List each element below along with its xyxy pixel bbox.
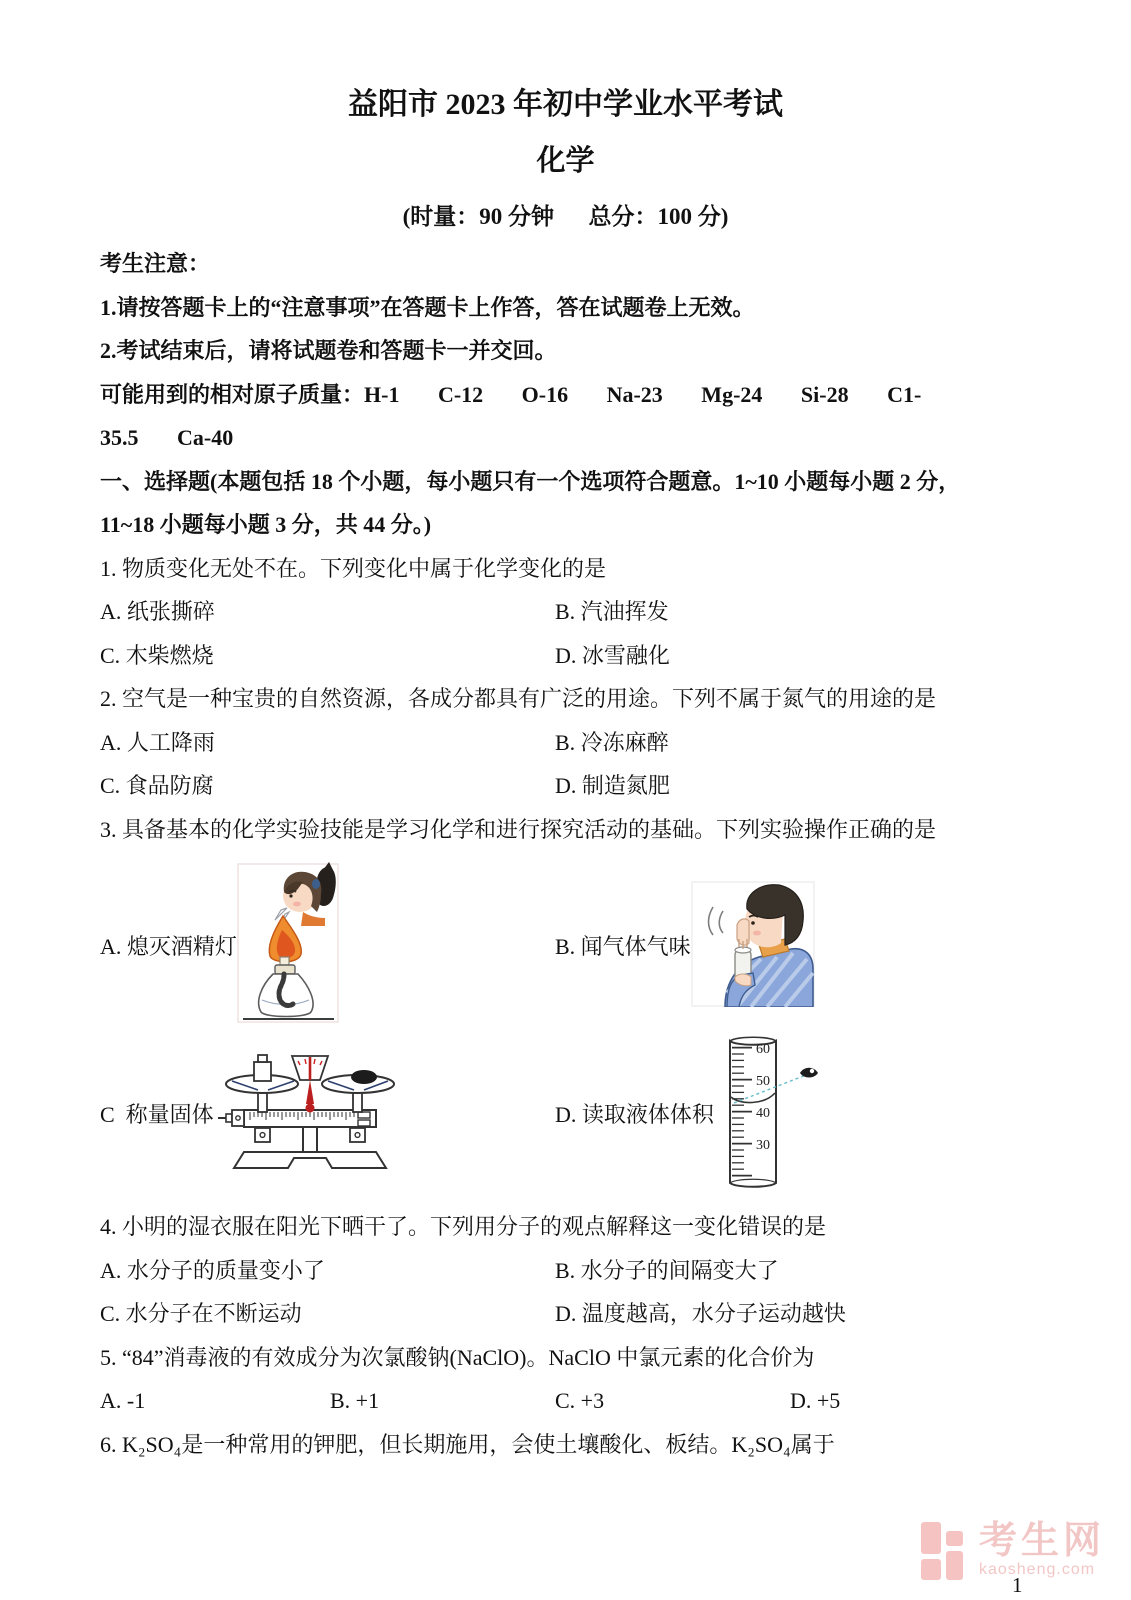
question-3-option-a-cell: [100, 860, 555, 1033]
question-1-option-a: A. 纸张撕碎: [100, 599, 215, 625]
question-3-option-d-cell: [555, 1033, 1031, 1196]
question-4-stem: 4. 小明的湿衣服在阳光下晒干了。下列用分子的观点解释这一变化错误的是: [100, 1214, 827, 1240]
graduated-cylinder-illustration: [714, 1033, 834, 1196]
atomic-mass-line-1: 可能用到的相对原子质量：H-1 C-12 O-16 Na-23 Mg-24 Si-28 C1-: [100, 381, 922, 407]
question-5-option-d: D. +5: [790, 1388, 841, 1414]
exam-meta: (时量：90 分钟 总分：100 分): [402, 203, 729, 229]
question-3-option-a-label: A. 熄灭酒精灯: [100, 933, 237, 959]
question-2-option-d: D. 制造氮肥: [555, 773, 670, 799]
question-2-option-c: C. 食品防腐: [100, 773, 214, 799]
question-4-option-d: D. 温度越高，水分子运动越快: [555, 1301, 846, 1327]
alcohol-lamp-extinguish-icon: [237, 860, 339, 1028]
question-4-option-a: A. 水分子的质量变小了: [100, 1257, 325, 1283]
kaosheng-logo-icon: [921, 1522, 969, 1580]
question-3-illustration-row-1: [100, 861, 1031, 1031]
smell-gas-illustration: [691, 881, 815, 1012]
graduated-cylinder-icon: [714, 1033, 834, 1191]
question-3-illustration-row-2: [100, 1035, 1031, 1193]
watermark-site-domain: kaosheng.com: [978, 1561, 1096, 1578]
question-5-option-b: B. +1: [330, 1388, 380, 1414]
question-4-option-c: C. 水分子在不断运动: [100, 1301, 302, 1327]
question-1-options-row-2: [100, 644, 1031, 688]
question-1-options-row-1: [100, 600, 1031, 644]
question-3-option-b-cell: [555, 881, 1031, 1012]
question-5-option-a: A. -1: [100, 1388, 146, 1414]
question-6: [100, 1433, 1031, 1456]
atomic-mass-line-2: 35.5 Ca-40: [100, 425, 234, 451]
question-4-option-b: B. 水分子的间隔变大了: [555, 1257, 779, 1283]
question-5-stem: 5. “84”消毒液的有效成分为次氯酸钠(NaClO)。NaClO 中氯元素的化合价为: [100, 1344, 815, 1370]
question-3: [100, 818, 1031, 1194]
balance-scale-illustration: [214, 1052, 406, 1177]
question-4: [100, 1215, 1031, 1346]
cylinder-label-60: 60: [755, 1041, 770, 1057]
site-watermark: [921, 1522, 1105, 1580]
question-2-options-row-1: [100, 731, 1031, 775]
question-3-option-b-label: B. 闻气体气味: [555, 933, 691, 959]
question-2-option-b: B. 冷冻麻醉: [555, 729, 669, 755]
question-2-options-row-2: [100, 774, 1031, 818]
cylinder-label-30: 30: [755, 1137, 770, 1153]
watermark-site-name: 考生网: [978, 1520, 1105, 1562]
question-3-stem: 3. 具备基本的化学实验技能是学习化学和进行探究活动的基础。下列实验操作正确的是: [100, 816, 937, 842]
question-1-stem: 1. 物质变化无处不在。下列变化中属于化学变化的是: [100, 555, 607, 581]
watermark-text: [979, 1522, 1105, 1578]
question-2: [100, 687, 1031, 818]
question-2-option-a: A. 人工降雨: [100, 729, 215, 755]
subject-title: 化学: [536, 145, 595, 177]
cylinder-label-50: 50: [755, 1073, 770, 1089]
notice-item-1: 1.请按答题卡上的“注意事项”在答题卡上作答，答在试题卷上无效。: [100, 294, 755, 320]
exam-content: [100, 88, 1031, 1476]
balance-scale-icon: [214, 1052, 406, 1172]
section-heading-line-2: 11~18 小题每小题 3 分，共 44 分。): [100, 512, 432, 538]
question-5: [100, 1346, 1031, 1433]
question-3-option-c-label: C 称量固体: [100, 1101, 214, 1127]
question-5-options-row: [100, 1389, 1031, 1433]
question-3-option-c-cell: [100, 1052, 555, 1177]
alcohol-lamp-extinguish-illustration: [237, 860, 339, 1033]
notice-item-2: 2.考试结束后，请将试题卷和答题卡一并交回。: [100, 338, 557, 364]
question-6-stem: 6. K₂SO₄是一种常用的钾肥，但长期施用，会使土壤酸化、板结。K₂SO₄属于: [100, 1431, 835, 1457]
notice-heading: 考生注意：: [100, 251, 211, 277]
question-3-option-d-label: D. 读取液体体积: [555, 1101, 714, 1127]
question-1-option-c: C. 木柴燃烧: [100, 642, 214, 668]
question-1: [100, 557, 1031, 688]
cylinder-label-40: 40: [755, 1105, 770, 1121]
question-4-options-row-2: [100, 1302, 1031, 1346]
question-1-option-d: D. 冰雪融化: [555, 642, 670, 668]
question-4-options-row-1: [100, 1259, 1031, 1303]
page-number: 1: [1012, 1573, 1023, 1597]
question-5-option-c: C. +3: [555, 1388, 605, 1414]
smell-gas-icon: [691, 881, 815, 1007]
page-title: 益阳市 2023 年初中学业水平考试: [348, 88, 783, 121]
section-heading-line-1: 一、选择题(本题包括 18 个小题，每小题只有一个选项符合题意。1~10 小题每小题 2 分，: [100, 468, 961, 494]
question-2-stem: 2. 空气是一种宝贵的自然资源，各成分都具有广泛的用途。下列不属于氮气的用途的是: [100, 686, 937, 712]
question-1-option-b: B. 汽油挥发: [555, 599, 669, 625]
